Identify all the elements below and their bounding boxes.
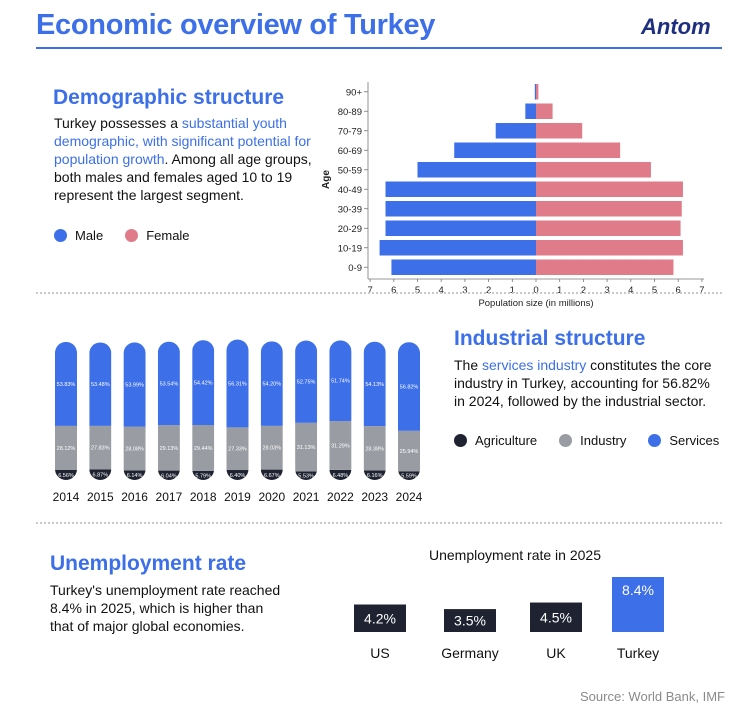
year-label: 2018 [189, 490, 217, 504]
category-label: US [370, 645, 390, 661]
label-services: 51.74% [331, 378, 350, 385]
label-agriculture: 6.14% [126, 473, 143, 480]
label-agriculture: 5.79% [195, 473, 212, 480]
legend-dot-agriculture [454, 434, 467, 447]
label-industry: 31.29% [331, 443, 350, 450]
page-title: Economic overview of Turkey [36, 9, 436, 41]
legend-dot-female [125, 229, 138, 242]
label-industry: 28.12% [56, 445, 76, 452]
stacked-bar-2023 [364, 342, 386, 480]
label-industry: 28.08% [125, 446, 144, 453]
label-services: 54.42% [193, 380, 213, 387]
value-label: 3.5% [454, 612, 486, 629]
y-axis-title: Age [321, 170, 332, 189]
brand-logo: Antom [641, 14, 711, 39]
category-label: Turkey [616, 645, 660, 661]
bar-male-90+ [535, 84, 536, 100]
legend-dot-services [648, 434, 661, 447]
x-tick-label: 7 [367, 285, 373, 296]
legend-dot-industry [559, 434, 572, 447]
stacked-bar-2015 [89, 342, 111, 480]
industrial-legend [454, 433, 741, 448]
label-agriculture: 6.40% [229, 473, 246, 480]
stacked-bar-2024 [398, 342, 420, 480]
bar-female-80-89 [536, 104, 553, 120]
label-agriculture: 6.87% [92, 472, 109, 479]
value-label: 8.4% [622, 582, 654, 598]
label-services: 56.82% [399, 384, 419, 391]
legend-item-male: Male [54, 228, 103, 243]
label-industry: 29.13% [159, 445, 179, 452]
x-axis-title: Population size (in millions) [478, 298, 594, 309]
section-divider [36, 292, 722, 294]
bar-male-10-19 [380, 240, 536, 256]
year-label: 2022 [327, 490, 354, 504]
label-services: 53.48% [90, 382, 110, 389]
age-tick-label: 10-19 [337, 243, 362, 255]
label-agriculture: 6.67% [263, 472, 280, 479]
stacked-bar-2021 [295, 341, 317, 480]
legend-item-female: Female [125, 228, 189, 243]
bar-male-70-79 [496, 123, 536, 139]
age-tick-label: 60-69 [337, 145, 362, 157]
label-agriculture: 6.48% [332, 472, 349, 479]
x-tick-label: 6 [391, 285, 397, 296]
section-divider [36, 522, 722, 524]
year-label: 2023 [361, 490, 389, 504]
bar-female-90+ [536, 84, 538, 100]
bar-female-50-59 [536, 162, 651, 178]
bar-female-10-19 [536, 240, 683, 256]
stacked-bar-2020 [261, 341, 283, 480]
year-label: 2020 [258, 490, 286, 504]
demographic-heading: Demographic structure [53, 86, 285, 109]
unemployment-chart [330, 540, 720, 670]
label-services: 52.75% [296, 379, 316, 386]
x-tick-label: 5 [651, 285, 658, 296]
legend-item-services: Services [648, 433, 719, 448]
x-tick-label: 1 [557, 285, 563, 296]
year-label: 2021 [292, 490, 320, 504]
label-services: 56.31% [228, 381, 247, 388]
industrial-heading: Industrial structure [454, 327, 646, 350]
year-label: 2017 [155, 490, 183, 504]
x-tick-label: 4 [438, 285, 444, 296]
label-services: 53.99% [125, 382, 144, 389]
label-industry: 28.03% [262, 445, 282, 452]
x-tick-label: 3 [462, 285, 468, 296]
age-tick-label: 40-49 [337, 184, 362, 196]
x-tick-label: 7 [699, 285, 705, 296]
value-label: 4.2% [364, 610, 396, 627]
label-services: 53.83% [56, 381, 76, 388]
year-label: 2015 [86, 490, 114, 504]
industrial-structure-chart [40, 305, 430, 510]
x-tick-label: 2 [485, 285, 492, 296]
x-tick-label: 5 [414, 285, 421, 296]
label-agriculture: 5.59% [401, 473, 417, 480]
label-agriculture: 5.53% [298, 473, 314, 480]
bar-male-30-39 [386, 201, 536, 217]
stacked-bar-2019 [227, 340, 249, 480]
year-label: 2016 [121, 490, 148, 504]
bar-male-80-89 [525, 104, 536, 120]
legend-dot-male [54, 229, 67, 242]
bar-male-40-49 [386, 182, 536, 198]
source-note: Source: World Bank, IMF [580, 689, 725, 704]
label-agriculture: 6.56% [58, 472, 74, 479]
demographic-legend [54, 228, 212, 243]
label-industry: 27.33% [228, 446, 247, 453]
stacked-bar-2018 [192, 340, 214, 480]
label-industry: 31.13% [296, 445, 316, 452]
label-agriculture: 6.16% [366, 473, 383, 480]
category-label: Germany [441, 645, 499, 661]
stacked-bar-2014 [55, 342, 77, 480]
population-pyramid-chart [318, 78, 718, 309]
bar-female-20-29 [536, 221, 681, 237]
bar-female-70-79 [536, 123, 582, 139]
year-label: 2024 [395, 490, 423, 504]
x-tick-label: 1 [509, 285, 515, 296]
x-tick-label: 6 [675, 285, 681, 296]
stacked-bar-2017 [158, 342, 180, 480]
label-agriculture: 6.04% [161, 473, 177, 480]
x-tick-label: 4 [628, 285, 634, 296]
label-industry: 28.38% [365, 446, 385, 453]
bar-male-50-59 [418, 162, 537, 178]
x-tick-label: 2 [580, 285, 587, 296]
x-tick-label: 3 [604, 285, 610, 296]
label-industry: 29.44% [193, 446, 213, 453]
value-label: 4.5% [540, 609, 572, 626]
unemployment-chart-title: Unemployment rate in 2025 [429, 547, 601, 563]
bar-female-0-9 [536, 260, 673, 276]
age-tick-label: 30-39 [337, 204, 362, 216]
unemployment-description: Turkey's unemployment rate reached 8.4% in 2025, which is higher than that of major global economies. [50, 582, 281, 634]
age-tick-label: 20-29 [337, 223, 362, 235]
year-label: 2014 [52, 490, 80, 504]
stacked-bar-2016 [124, 342, 146, 480]
year-label: 2019 [224, 490, 251, 504]
bar-female-60-69 [536, 143, 620, 159]
industrial-description: The services industry constitutes the core industry in Turkey, accounting for 56.82% in 2024, followed by the industrial sector. [454, 357, 712, 409]
bar-male-0-9 [391, 260, 536, 276]
legend-item-agriculture: Agriculture [454, 433, 537, 448]
label-industry: 27.83% [90, 445, 110, 452]
bar-male-60-69 [454, 143, 536, 159]
stacked-bar-2022 [329, 340, 351, 480]
age-tick-label: 50-59 [337, 165, 362, 177]
bar-female-40-49 [536, 182, 683, 198]
unemployment-heading: Unemployment rate [50, 552, 247, 575]
age-tick-label: 0-9 [348, 262, 362, 274]
category-label: UK [546, 645, 566, 661]
label-services: 54.13% [365, 381, 385, 388]
age-tick-label: 70-79 [337, 126, 362, 138]
legend-item-industry: Industry [559, 433, 626, 448]
title-underline [36, 47, 722, 49]
bar-male-20-29 [386, 221, 536, 237]
age-tick-label: 90+ [345, 87, 362, 99]
label-services: 54.20% [262, 381, 282, 388]
label-services: 53.54% [159, 381, 179, 388]
x-tick-label: 0 [533, 285, 539, 296]
demographic-description: Turkey possesses a substantial youth demographic, with significant potential for population growth. Among all age groups, both males and females aged 10 to 19 represent the largest segment. [54, 115, 312, 203]
age-tick-label: 80-89 [337, 106, 362, 118]
bar-female-30-39 [536, 201, 682, 217]
label-industry: 25.94% [399, 449, 419, 456]
